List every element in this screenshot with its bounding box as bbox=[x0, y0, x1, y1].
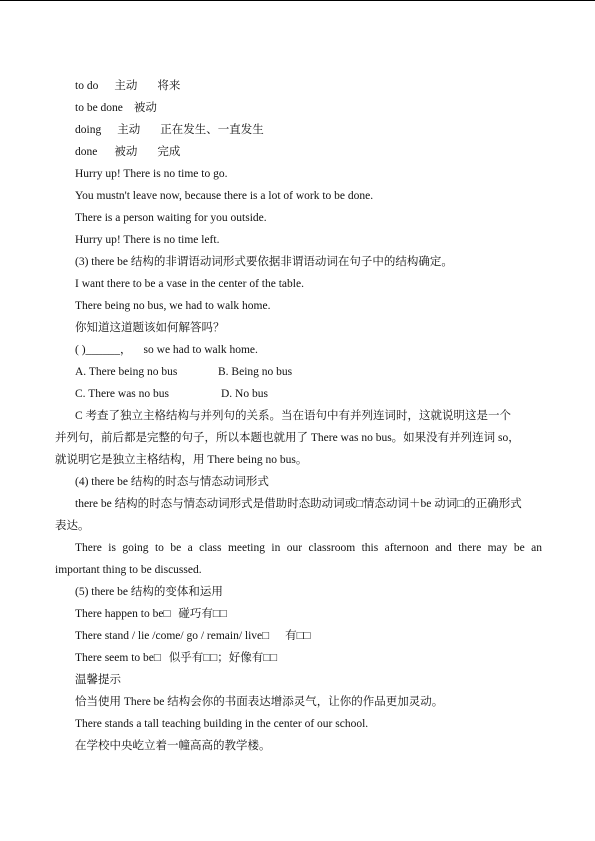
option-a: A. There being no bus bbox=[75, 366, 178, 378]
text-line bbox=[75, 101, 157, 115]
variant-pattern: There happen to be□ bbox=[75, 608, 171, 620]
text-line bbox=[75, 79, 180, 93]
variant-line bbox=[75, 629, 311, 643]
word: meeting bbox=[227, 542, 265, 554]
options-row bbox=[75, 365, 292, 379]
meaning: 将来 bbox=[157, 80, 181, 92]
word: afternoon bbox=[384, 542, 429, 554]
option-d: D. No bus bbox=[221, 388, 268, 400]
variant-meaning: 似乎有□□；好像有□□ bbox=[168, 652, 278, 664]
example-sentence: I want there to be a vase in the center of the table. bbox=[75, 278, 304, 290]
meaning: 完成 bbox=[157, 146, 181, 158]
options-row bbox=[75, 387, 268, 401]
example-sentence: There stands a tall teaching building in the center of our school. bbox=[75, 718, 369, 730]
word: going bbox=[122, 542, 149, 554]
option-c: C. There was no bus bbox=[75, 388, 170, 400]
question-prompt: 你知道这道题该如何解答吗？ bbox=[75, 322, 225, 334]
variant-pattern: There seem to be□ bbox=[75, 652, 161, 664]
voice: 主动 bbox=[117, 124, 141, 136]
tip-heading: 温馨提示 bbox=[75, 674, 121, 686]
word: this bbox=[361, 542, 379, 554]
paragraph-text: 表达。 bbox=[55, 520, 90, 532]
word: be bbox=[513, 542, 525, 554]
term: doing bbox=[75, 124, 102, 136]
word: classroom bbox=[308, 542, 356, 554]
term: done bbox=[75, 146, 98, 158]
word: is bbox=[108, 542, 116, 554]
meaning: 正在发生、一直发生 bbox=[160, 124, 264, 136]
word: to bbox=[154, 542, 164, 554]
example-sentence: There is a person waiting for you outside. bbox=[75, 212, 267, 224]
voice: 被动 bbox=[114, 146, 138, 158]
example-translation: 在学校中央屹立着一幢高高的教学楼。 bbox=[75, 740, 271, 752]
word: our bbox=[286, 542, 303, 554]
stem-text: so we had to walk home. bbox=[143, 344, 258, 356]
example-sentence: There being no bus, we had to walk home. bbox=[75, 300, 271, 312]
voice: 主动 bbox=[114, 80, 138, 92]
paragraph-text: there be 结构的时态与情态动词形式是借助时态助动词或□情态动词＋be 动词□的正确形式 bbox=[75, 498, 522, 510]
word: There bbox=[75, 542, 102, 554]
word: may bbox=[487, 542, 508, 554]
question-stem bbox=[75, 343, 258, 357]
section-heading: (5) there be 结构的变体和运用 bbox=[75, 586, 223, 598]
word: be bbox=[170, 542, 182, 554]
section-heading: (4) there be 结构的时态与情态动词形式 bbox=[75, 476, 269, 488]
justified-sentence bbox=[75, 541, 542, 555]
voice: 被动 bbox=[133, 102, 157, 114]
variant-meaning: 有□□ bbox=[285, 630, 311, 642]
answer-explanation: C 考查了独立主格结构与并列句的关系。当在语句中有并列连词时，这就说明这是一个 bbox=[75, 410, 512, 422]
variant-pattern: There stand / lie /come/ go / remain/ live□ bbox=[75, 630, 270, 642]
variant-line bbox=[75, 651, 277, 665]
word: in bbox=[271, 542, 281, 554]
page-top-rule bbox=[0, 0, 595, 1]
variant-meaning: 碰巧有□□ bbox=[178, 608, 227, 620]
example-sentence: You mustn't leave now, because there is a lot of work to be done. bbox=[75, 190, 374, 202]
option-b: B. Being no bus bbox=[218, 366, 293, 378]
paragraph-text: important thing to be discussed. bbox=[55, 564, 202, 576]
text-line bbox=[75, 145, 180, 159]
word: there bbox=[458, 542, 482, 554]
blank: ( )______， bbox=[75, 344, 132, 356]
answer-explanation: 并列句，前后都是完整的句子，所以本题也就用了 There was no bus。如果没有并列连词 so， bbox=[55, 432, 520, 444]
example-sentence: Hurry up! There is no time left. bbox=[75, 234, 220, 246]
answer-explanation: 就说明它是独立主格结构，用 There being no bus。 bbox=[55, 454, 308, 466]
example-sentence: Hurry up! There is no time to go. bbox=[75, 168, 228, 180]
word: and bbox=[435, 542, 452, 554]
word: an bbox=[531, 542, 542, 554]
text-line bbox=[75, 123, 264, 137]
term: to be done bbox=[75, 102, 123, 114]
tip-text: 恰当使用 There be 结构会你的书面表达增添灵气，让你的作品更加灵动。 bbox=[75, 696, 444, 708]
word: class bbox=[199, 542, 222, 554]
section-heading: (3) there be 结构的非谓语动词形式要依据非谓语动词在句子中的结构确定。 bbox=[75, 256, 453, 268]
term: to do bbox=[75, 80, 99, 92]
variant-line bbox=[75, 607, 227, 621]
word: a bbox=[187, 542, 193, 554]
